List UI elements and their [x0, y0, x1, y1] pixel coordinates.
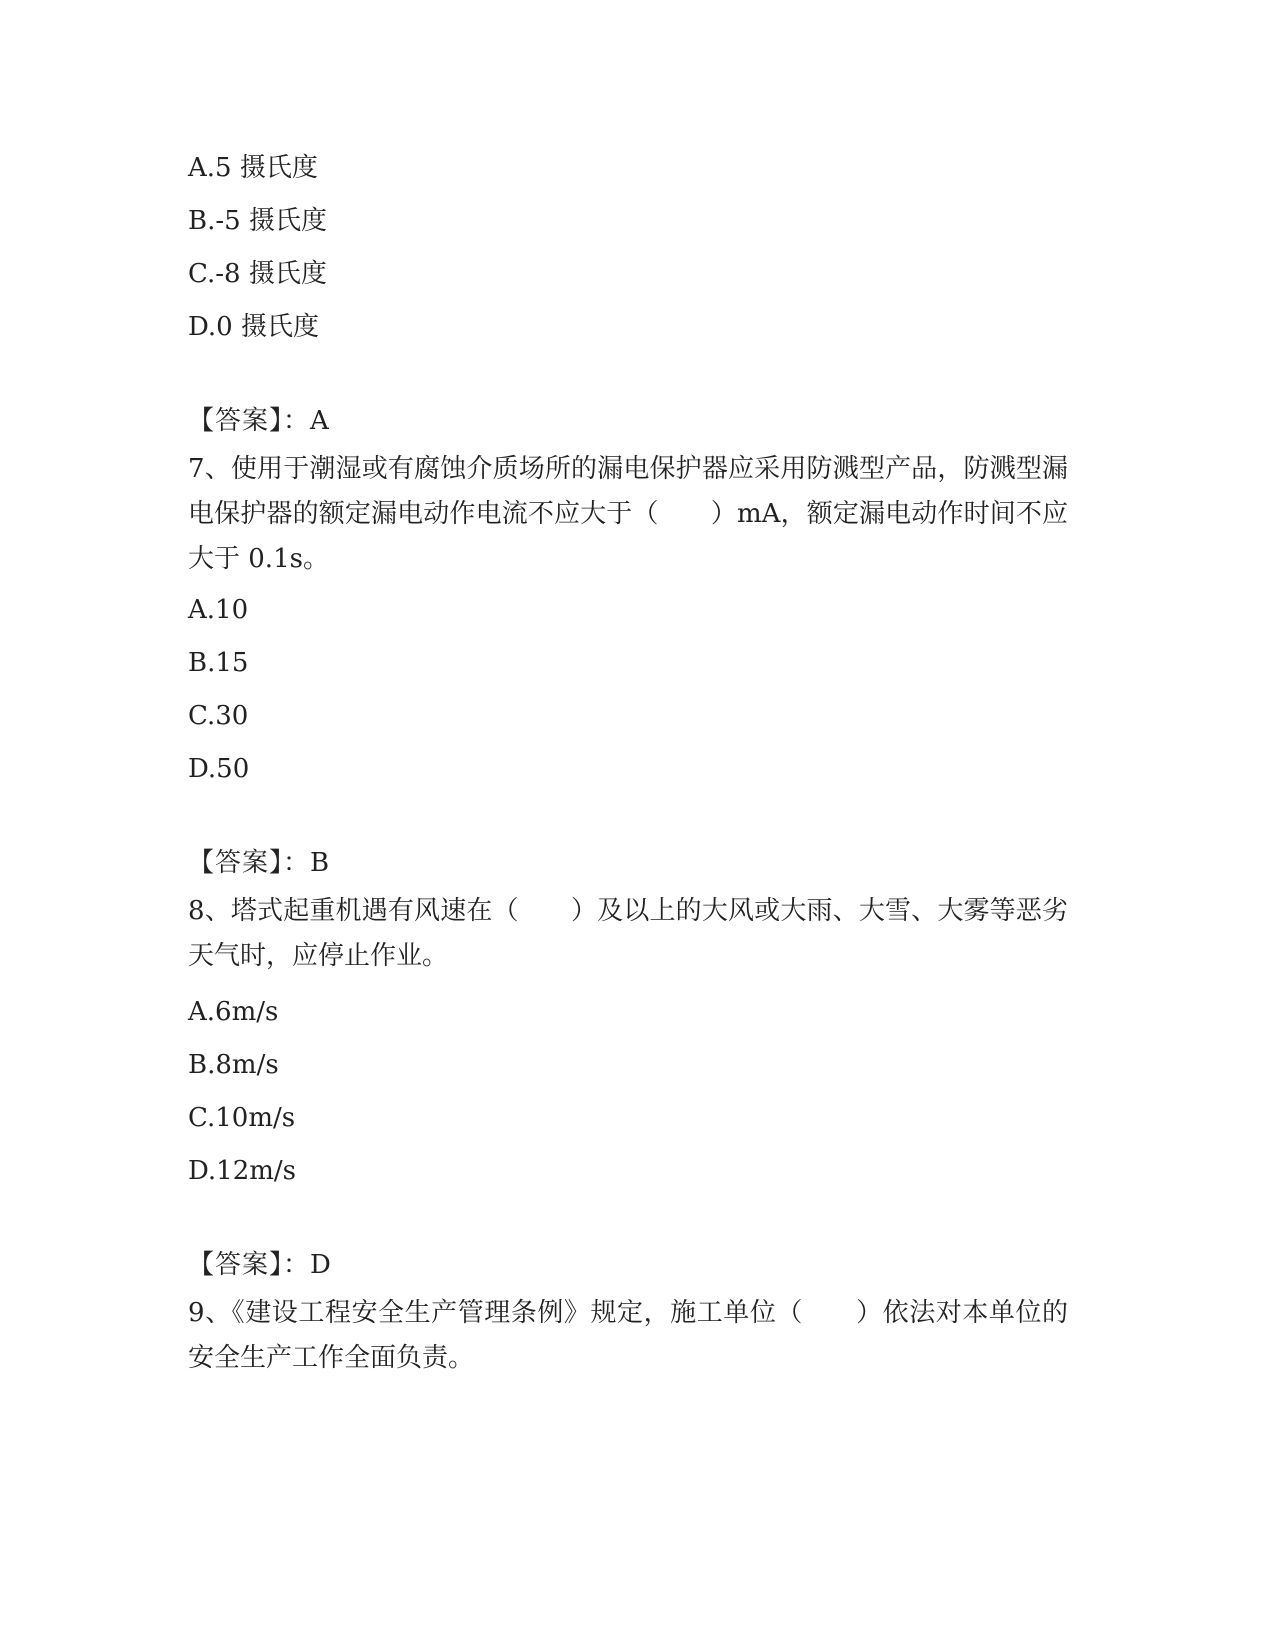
q6-option-c: C.-8 摄氏度: [188, 259, 327, 289]
q7-option-b: B.15: [188, 648, 249, 678]
q8-option-c: C.10m/s: [188, 1103, 296, 1133]
q7-stem: 7、使用于潮湿或有腐蚀介质场所的漏电保护器应采用防溅型产品，防溅型漏电保护器的额定漏电动作电流不应大于（ ）mA，额定漏电动作时间不应大于 0.1s。: [188, 454, 1068, 574]
q8-option-b: B.8m/s: [188, 1050, 279, 1080]
q8-option-a: A.6m/s: [188, 997, 279, 1027]
q6-option-d: D.0 摄氏度: [188, 312, 319, 342]
q6-answer: 【答案】：A: [188, 406, 330, 436]
q8-option-d: D.12m/s: [188, 1156, 297, 1186]
q8-stem: 8、塔式起重机遇有风速在（ ）及以上的大风或大雨、大雪、大雾等恶劣天气时，应停止作业。: [188, 896, 1068, 971]
q6-option-a: A.5 摄氏度: [188, 153, 318, 183]
q7-option-d: D.50: [188, 754, 250, 784]
q7-option-a: A.10: [188, 595, 249, 625]
q6-option-b: B.-5 摄氏度: [188, 206, 327, 236]
q7-answer: 【答案】：B: [188, 848, 331, 878]
q9-stem: 9、《建设工程安全生产管理条例》规定，施工单位（ ）依法对本单位的安全生产工作全面负责。: [188, 1298, 1068, 1373]
q7-option-c: C.30: [188, 701, 249, 731]
q8-answer: 【答案】：D: [188, 1250, 332, 1280]
